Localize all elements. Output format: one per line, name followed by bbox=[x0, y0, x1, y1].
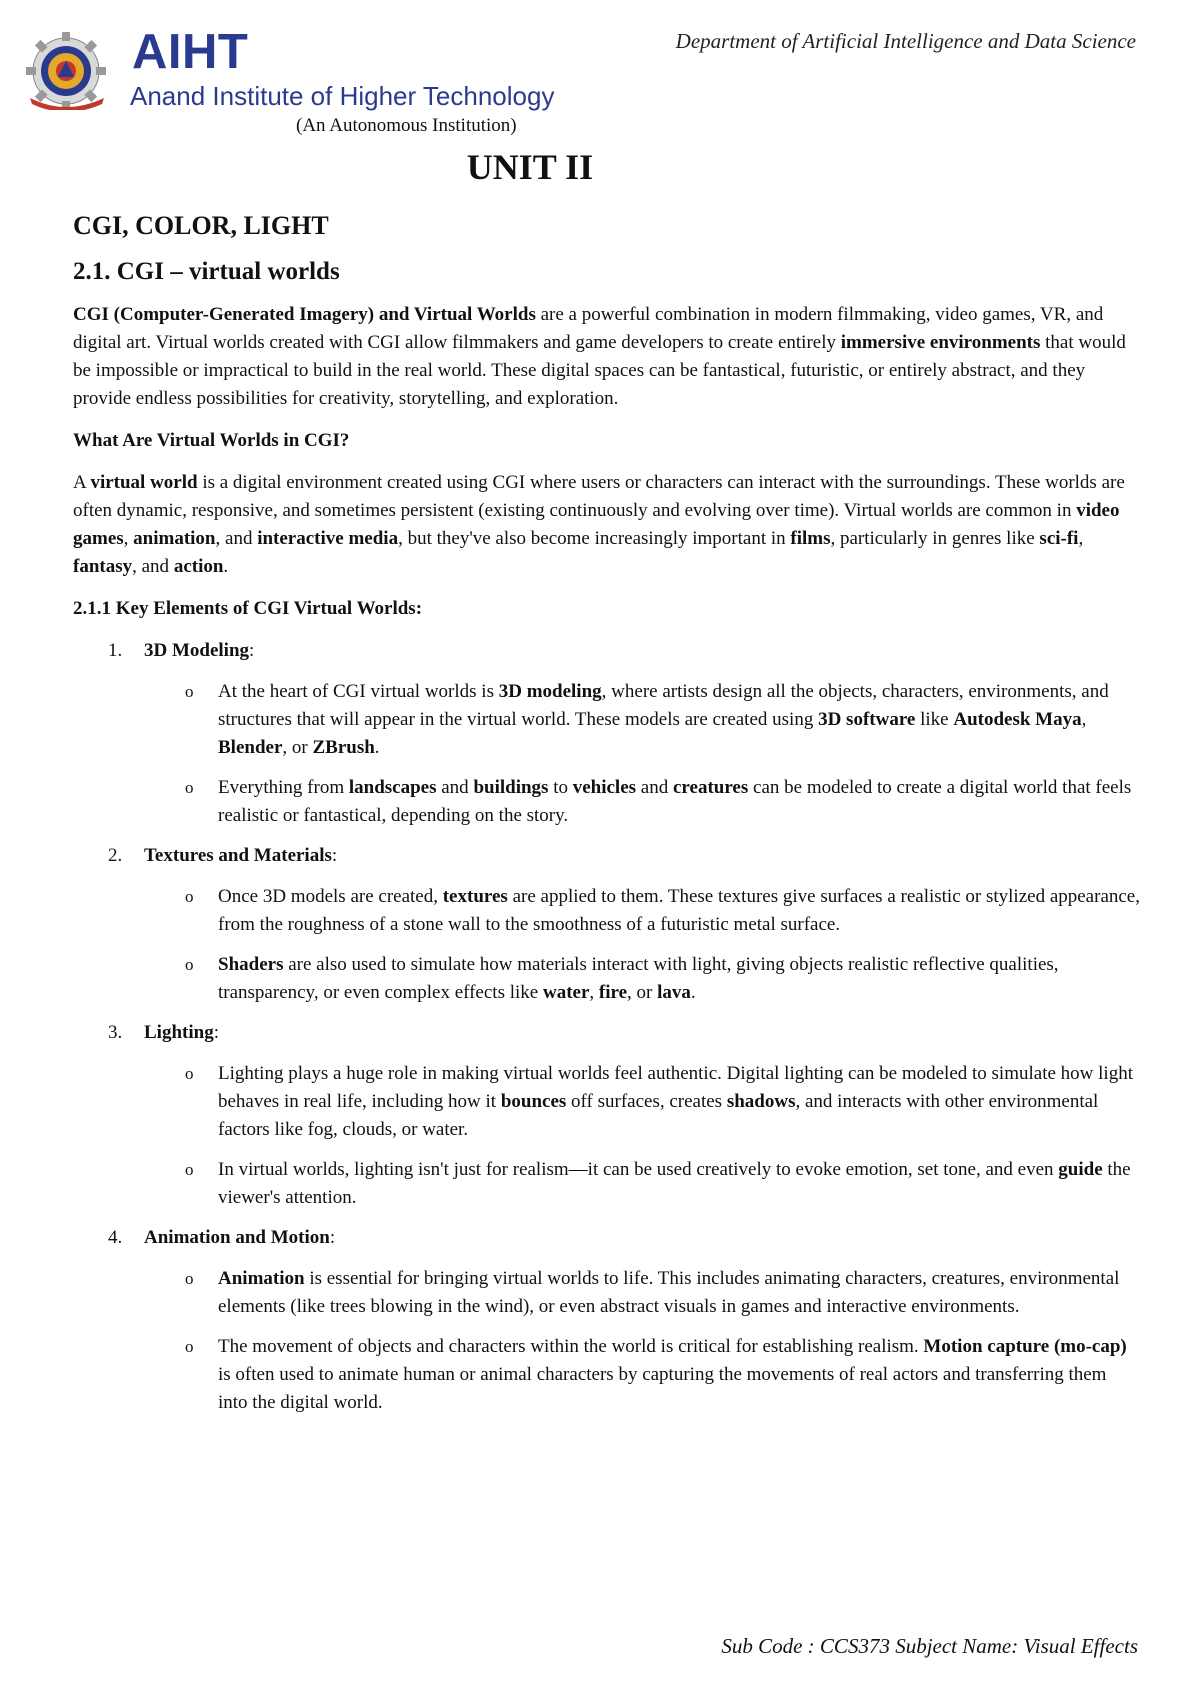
text-run: , and bbox=[132, 556, 174, 578]
text-run: , and bbox=[215, 528, 258, 550]
text-run: is often used to animate human or animal characters by capturing the movements of real actors and transferring them into the digital world. bbox=[218, 1364, 1107, 1414]
text-run: , or bbox=[282, 737, 313, 759]
key-elements-list bbox=[73, 637, 1140, 1417]
text-run: Everything from bbox=[218, 777, 349, 799]
bold-term: water bbox=[542, 982, 590, 1004]
bold-term: interactive media bbox=[257, 528, 399, 550]
sub-list-item bbox=[73, 1333, 1140, 1417]
list-number: 1. bbox=[108, 640, 123, 662]
text-run: off surfaces, creates bbox=[566, 1091, 727, 1113]
bullet-icon: o bbox=[185, 778, 194, 798]
list-item bbox=[73, 637, 1140, 830]
list-number: 3. bbox=[108, 1022, 123, 1044]
key-elements-heading: 2.1.1 Key Elements of CGI Virtual Worlds: bbox=[73, 598, 423, 620]
page-footer: Sub Code : CCS373 Subject Name: Visual Effects bbox=[721, 1634, 1138, 1658]
list-item-heading bbox=[73, 637, 1140, 665]
bold-term: video games bbox=[73, 500, 1120, 550]
section-title: CGI, COLOR, LIGHT bbox=[73, 211, 329, 240]
text-run: The movement of objects and characters within the world is critical for establishing realism. bbox=[218, 1336, 924, 1358]
text-run: Lighting plays a huge role in making virtual worlds feel authentic. Digital lighting can be modeled to simulate how light behaves in real life, including how it bbox=[218, 1063, 1133, 1113]
bold-term: buildings bbox=[473, 777, 549, 799]
bold-term: Shaders bbox=[218, 954, 284, 976]
text-run: can be modeled to create a digital world that feels realistic or fantastical, depending on the story. bbox=[218, 777, 1132, 827]
list-item bbox=[73, 842, 1140, 1007]
bold-term: Motion capture (mo-cap) bbox=[923, 1336, 1127, 1358]
sub-list-item bbox=[73, 774, 1140, 830]
sub-list-item bbox=[73, 1265, 1140, 1321]
text-run: A bbox=[73, 472, 91, 494]
sub-list bbox=[73, 883, 1140, 1007]
sub-list bbox=[73, 1265, 1140, 1417]
text-run: , bbox=[123, 528, 134, 550]
sub-list-item bbox=[73, 951, 1140, 1007]
text-run: to bbox=[548, 777, 573, 799]
department-name: Department of Artificial Intelligence and Data Science bbox=[675, 29, 1136, 53]
text-run: Once 3D models are created, bbox=[218, 886, 443, 908]
colon: : bbox=[213, 1022, 219, 1044]
text-run: In virtual worlds, lighting isn't just for realism—it can be used creatively to evoke emotion, set tone, and even bbox=[218, 1159, 1059, 1181]
sub-list-item bbox=[73, 678, 1140, 762]
unit-title: UNIT II bbox=[466, 147, 594, 187]
text-run: are a powerful combination in modern filmmaking, video games, VR, and digital art. Virtual worlds created with CGI allow filmmakers and game developers to create entirely bbox=[73, 304, 1104, 354]
bold-term: Autodesk Maya bbox=[953, 709, 1082, 731]
what-paragraph bbox=[73, 469, 1140, 581]
bold-term: fantasy bbox=[73, 556, 133, 578]
sub-list bbox=[73, 1060, 1140, 1212]
text-run: are applied to them. These textures give surfaces a realistic or stylized appearance, from the roughness of a stone wall to the smoothness of a futuristic metal surface. bbox=[218, 886, 1140, 936]
institution-logo bbox=[20, 25, 580, 111]
text-run: is essential for bringing virtual worlds to life. This includes animating characters, creatures, environmental elements (like trees blowing in the wind), or even abstract visuals in games and interactive environments. bbox=[218, 1268, 1120, 1318]
text-run: like bbox=[915, 709, 954, 731]
bold-term: creatures bbox=[672, 777, 749, 799]
text-run: are also used to simulate how materials interact with light, giving objects realistic reflective qualities, transparency, or even complex effects like bbox=[218, 954, 1059, 1004]
text-run: , bbox=[1078, 528, 1084, 550]
text-run: , and interacts with other environmental factors like fog, clouds, or water. bbox=[218, 1091, 1099, 1141]
text-run: . bbox=[374, 737, 380, 759]
list-item bbox=[73, 1019, 1140, 1212]
document-body bbox=[73, 210, 1140, 1429]
colon: : bbox=[249, 640, 255, 662]
bold-term: textures bbox=[442, 886, 508, 908]
bold-term: animation bbox=[133, 528, 216, 550]
bold-term: shadows bbox=[726, 1091, 796, 1113]
bold-term: vehicles bbox=[572, 777, 637, 799]
list-item-label: 3D Modeling bbox=[144, 640, 250, 662]
list-item-heading bbox=[73, 842, 1140, 870]
text-run: At the heart of CGI virtual worlds is bbox=[218, 681, 499, 703]
bold-term: landscapes bbox=[348, 777, 437, 799]
bold-term: 3D software bbox=[818, 709, 916, 731]
autonomous-note: (An Autonomous Institution) bbox=[296, 115, 517, 136]
text-run: is a digital environment created using CGI where users or characters can interact with the surroundings. These worlds are often dynamic, responsive, and sometimes persistent (existing continuously and evolving over time). Virtual worlds are common in bbox=[73, 472, 1125, 522]
text-run: , or bbox=[627, 982, 658, 1004]
bold-term: action bbox=[173, 556, 224, 578]
bold-term: films bbox=[790, 528, 831, 550]
list-number: 2. bbox=[108, 845, 123, 867]
bullet-icon: o bbox=[185, 1269, 194, 1289]
bold-term: lava bbox=[657, 982, 691, 1004]
text-run: , but they've also become increasingly important in bbox=[398, 528, 791, 550]
text-run: the viewer's attention. bbox=[218, 1159, 1131, 1209]
sub-list-item bbox=[73, 883, 1140, 939]
text-run: and bbox=[636, 777, 673, 799]
bold-term: virtual world bbox=[90, 472, 198, 494]
intro-paragraph bbox=[73, 301, 1140, 413]
list-number: 4. bbox=[108, 1227, 123, 1249]
logo-title: AIHT bbox=[132, 25, 249, 79]
colon: : bbox=[331, 845, 338, 867]
gear-emblem-icon bbox=[24, 32, 116, 110]
bold-term: fire bbox=[598, 982, 628, 1004]
sub-list bbox=[73, 678, 1140, 830]
list-item-heading bbox=[73, 1224, 1140, 1252]
bullet-icon: o bbox=[185, 1337, 194, 1357]
list-item-heading bbox=[73, 1019, 1140, 1047]
list-item-label: Lighting bbox=[144, 1022, 214, 1044]
bold-term: Animation bbox=[218, 1268, 305, 1290]
colon: : bbox=[329, 1227, 336, 1249]
text-run: . bbox=[690, 982, 696, 1004]
bold-term: Virtual Worlds bbox=[413, 304, 536, 326]
bold-term: ZBrush bbox=[312, 737, 375, 759]
text-run: that would be impossible or impractical to build in the real world. These digital spaces can be fantastical, futuristic, or entirely abstract, and they provide endless possibilities for creativity, storytelling, and exploration. bbox=[73, 332, 1126, 410]
bullet-icon: o bbox=[185, 1064, 194, 1084]
bold-term: 3D modeling bbox=[498, 681, 602, 703]
bullet-icon: o bbox=[185, 682, 194, 702]
logo-subtitle: Anand Institute of Higher Technology bbox=[130, 81, 555, 111]
bold-term: Blender bbox=[218, 737, 283, 759]
text-run: , bbox=[589, 982, 599, 1004]
bold-term: guide bbox=[1058, 1159, 1103, 1181]
list-item-label: Animation and Motion bbox=[144, 1227, 330, 1249]
connector: and bbox=[374, 304, 414, 326]
bullet-icon: o bbox=[185, 955, 194, 975]
text-run: and bbox=[436, 777, 474, 799]
sub-list-item bbox=[73, 1156, 1140, 1212]
bullet-icon: o bbox=[185, 1160, 194, 1180]
bold-term: bounces bbox=[500, 1091, 567, 1113]
bold-term: sci-fi bbox=[1039, 528, 1079, 550]
what-heading: What Are Virtual Worlds in CGI? bbox=[73, 430, 350, 452]
subsection-title: 2.1. CGI – virtual worlds bbox=[73, 258, 340, 286]
text-run: , bbox=[1081, 709, 1087, 731]
text-run: , where artists design all the objects, characters, environments, and structures that will appear in the virtual world. These models are created using bbox=[218, 681, 1109, 731]
text-run: , particularly in genres like bbox=[830, 528, 1040, 550]
list-item bbox=[73, 1224, 1140, 1417]
bold-term: CGI (Computer-Generated Imagery) bbox=[73, 304, 375, 326]
bullet-icon: o bbox=[185, 887, 194, 907]
list-item-label: Textures and Materials bbox=[144, 845, 332, 867]
sub-list-item bbox=[73, 1060, 1140, 1144]
text-run: . bbox=[223, 556, 229, 578]
bold-term: immersive environments bbox=[840, 332, 1041, 354]
